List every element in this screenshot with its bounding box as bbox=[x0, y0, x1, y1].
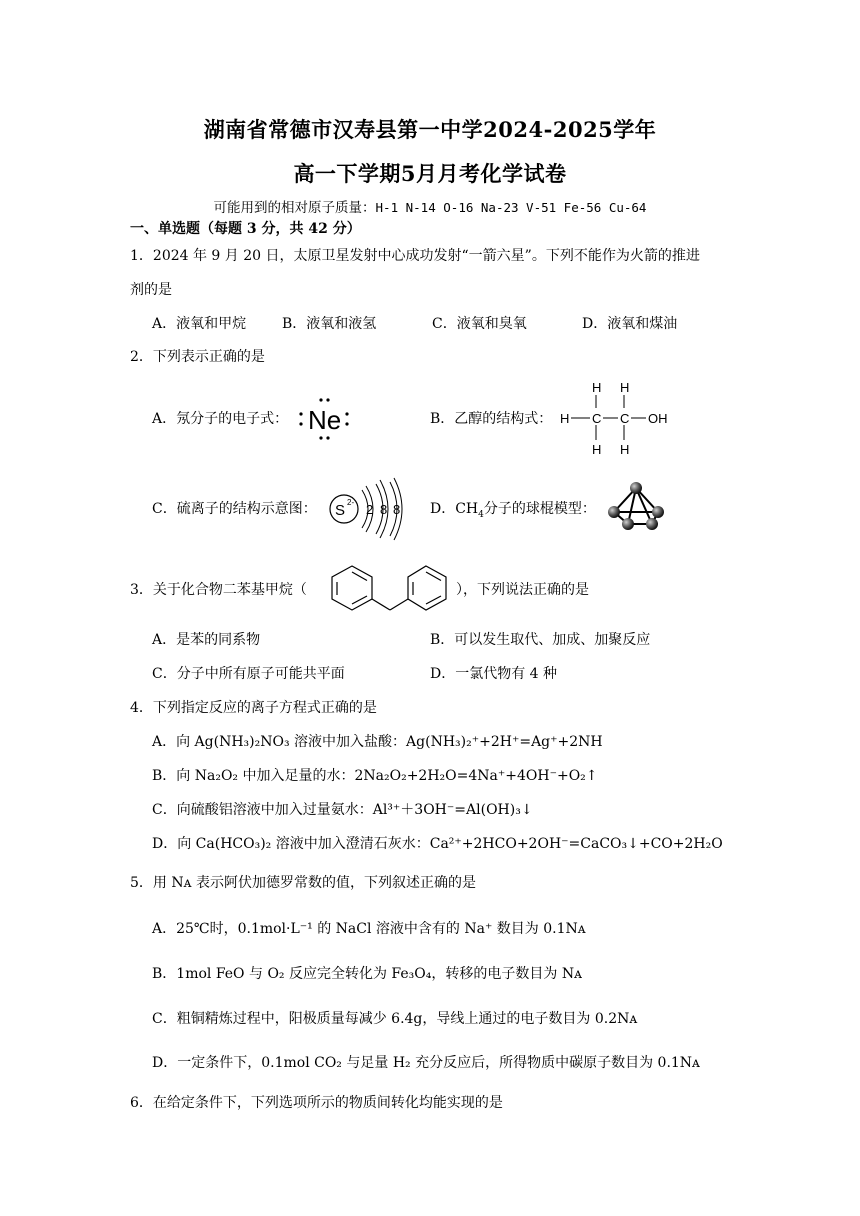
sulfide-shell-2: 8 bbox=[380, 502, 388, 517]
q5-stem: 5．用 Nᴀ 表示阿伏加德罗常数的值，下列叙述正确的是 bbox=[130, 875, 476, 891]
q3-stem-suffix: ），下列说法正确的是 bbox=[456, 582, 589, 598]
q6-stem: 6．在给定条件下，下列选项所示的物质间转化均能实现的是 bbox=[130, 1095, 503, 1111]
atomic-masses-values: H-1 N-14 O-16 Na-23 V-51 Fe-56 Cu-64 bbox=[375, 200, 647, 215]
q2-option-c: C．硫离子的结构示意图： bbox=[152, 501, 317, 517]
q4-option-b: B．向 Na₂O₂ 中加入足量的水：2Na₂O₂+2H₂O=4Na⁺+4OH⁻+O₂↑ bbox=[152, 768, 598, 784]
ethanol-h-top-1: H bbox=[592, 380, 602, 395]
ethanol-c-2: C bbox=[620, 411, 630, 426]
q2-option-d bbox=[430, 500, 596, 518]
q2-option-d-suffix: 分子的球棍模型： bbox=[483, 501, 596, 517]
ethanol-h-bottom-1: H bbox=[592, 442, 602, 457]
q5-option-d: D．一定条件下，0.1mol CO₂ 与足量 H₂ 充分反应后，所得物质中碳原子数目为 0.1Nᴀ bbox=[152, 1055, 700, 1071]
sulfide-charge: 2- bbox=[347, 498, 355, 507]
q4-option-a: A．向 Ag(NH₃)₂NO₃ 溶液中加入盐酸：Ag(NH₃)₂⁺+2H⁺=Ag⁺+2NH bbox=[152, 734, 603, 750]
section-title: 一、单选题（每题 3 分，共 42 分） bbox=[130, 221, 361, 237]
ethanol-c-1: C bbox=[592, 411, 602, 426]
q4-stem: 4．下列指定反应的离子方程式正确的是 bbox=[130, 700, 377, 716]
q2-option-a: A．氖分子的电子式： bbox=[152, 411, 289, 427]
ethanol-structural-formula bbox=[556, 378, 672, 458]
ethanol-h-top-2: H bbox=[620, 380, 630, 395]
q1-stem-line2: 剂的是 bbox=[130, 282, 172, 298]
exam-title-line2: 高一下学期5月月考化学试卷 bbox=[293, 161, 567, 186]
neon-electron-dot-figure bbox=[294, 394, 354, 444]
q3-stem-prefix: 3．关于化合物二苯基甲烷（ bbox=[130, 582, 307, 598]
q4-option-d: D．向 Ca(HCO₃)₂ 溶液中加入澄清石灰水：Ca²⁺+2HCO+2OH⁻=CaCO₃↓+CO+2H₂O bbox=[152, 836, 723, 852]
q1-option-a: A．液氧和甲烷 bbox=[152, 316, 247, 332]
q3-option-b: B．可以发生取代、加成、加聚反应 bbox=[430, 632, 651, 648]
q2-option-d-sub: 4 bbox=[478, 509, 484, 520]
q2-option-d-prefix: D．CH bbox=[430, 501, 479, 517]
q3-option-d: D．一氯代物有 4 种 bbox=[430, 666, 558, 682]
exam-title-line1: 湖南省常德市汉寿县第一中学2024-2025学年 bbox=[203, 117, 657, 142]
sulfide-shell-1: 2 bbox=[366, 502, 374, 517]
q1-stem-line1: 1．2024 年 9 月 20 日，太原卫星发射中心成功发射“一箭六星”。下列不能作为火箭的推进 bbox=[130, 248, 700, 264]
q1-option-d: D．液氧和煤油 bbox=[582, 316, 678, 332]
sulfide-ion-structure-diagram bbox=[326, 474, 410, 544]
neon-symbol: Ne bbox=[308, 405, 342, 435]
ethanol-h-left: H bbox=[560, 411, 570, 426]
sulfide-shell-3: 8 bbox=[393, 502, 401, 517]
ch4-ball-stick-model bbox=[604, 480, 668, 534]
q3-option-c: C．分子中所有原子可能共平面 bbox=[152, 666, 345, 682]
atomic-masses bbox=[0, 196, 860, 216]
q5-option-a: A．25℃时，0.1mol·L⁻¹ 的 NaCl 溶液中含有的 Na⁺ 数目为 0.1Nᴀ bbox=[152, 921, 586, 937]
q2-stem: 2．下列表示正确的是 bbox=[130, 349, 265, 365]
ethanol-oh: OH bbox=[648, 411, 668, 426]
sulfide-core-symbol: S bbox=[335, 502, 346, 519]
q1-option-c: C．液氧和臭氧 bbox=[432, 316, 527, 332]
atomic-masses-label: 可能用到的相对原子质量： bbox=[213, 200, 376, 216]
q1-option-b: B．液氧和液氢 bbox=[282, 316, 377, 332]
q3-option-a: A．是苯的同系物 bbox=[152, 632, 261, 648]
q5-option-c: C．粗铜精炼过程中，阳极质量每减少 6.4g，导线上通过的电子数目为 0.2Nᴀ bbox=[152, 1011, 638, 1027]
ethanol-h-bottom-2: H bbox=[620, 442, 630, 457]
q5-option-b: B．1mol FeO 与 O₂ 反应完全转化为 Fe₃O₄，转移的电子数目为 Nᴀ bbox=[152, 966, 582, 982]
diphenylmethane-structure bbox=[324, 562, 456, 618]
q4-option-c: C．向硫酸铝溶液中加入过量氨水：Al³⁺＋3OH⁻=Al(OH)₃↓ bbox=[152, 802, 533, 818]
q2-option-b: B．乙醇的结构式： bbox=[430, 411, 553, 427]
